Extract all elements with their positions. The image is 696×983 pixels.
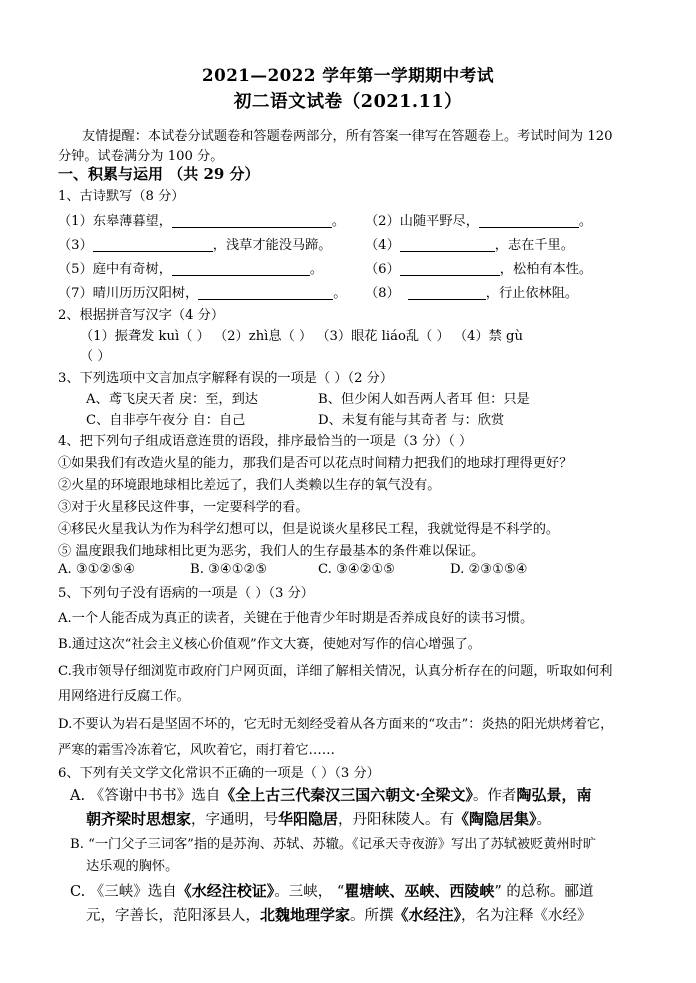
q4-option-d: D. ②③①⑤④	[450, 562, 528, 577]
q3-heading: 3、下列选项中文言加点字解释有误的一项是（ ）（2 分）	[58, 371, 394, 386]
q6-option-c-line-1	[70, 880, 593, 901]
q6-c-text: ，名为注释《水经》	[461, 908, 592, 924]
q6-option-b-line-2: 达乐观的胸怀。	[86, 859, 179, 874]
q2-line-2: （ ）	[80, 349, 111, 364]
answer-blank[interactable]	[198, 285, 333, 300]
q1-item-3-end: ，浅草才能没马蹄。	[212, 238, 332, 253]
q5-heading: 5、下列句子没有语病的一项是（ ）（3 分）	[58, 586, 314, 601]
q2-heading: 2、根据拼音写汉字（4 分）	[58, 308, 225, 323]
q4-sentence-1: ①如果我们有改造火星的能力，那我们是否可以花点时间精力把我们的地球打理得更好？	[58, 456, 573, 471]
q4-sentence-3: ③对于火星移民这件事，一定要科学的看。	[58, 500, 309, 515]
answer-blank[interactable]	[408, 285, 486, 300]
q1-item-7-end: 。	[333, 286, 347, 301]
q6-c-text: 。三峡， “	[274, 884, 345, 900]
q3-option-d: D、未复有能与其奇者 与：欣赏	[318, 413, 505, 428]
q6-a-bold: 朝齐梁时思想家	[86, 810, 192, 828]
q6-a-text: ，字通明，号	[191, 812, 279, 828]
q6-heading: 6、下列有关文学文化常识不正确的一项是（ ）（3 分）	[58, 766, 380, 781]
q1-item-8	[365, 282, 578, 301]
q5-option-c-line-1: C.我市领导仔细浏览市政府门户网页面，详细了解相关情况，认真分析存在的问题，听取如何利	[58, 664, 613, 679]
q1-item-5-text: （5）庭中有奇树，	[58, 262, 172, 277]
q5-option-a: A.一个人能否成为真正的读者，关键在于他青少年时期是否养成良好的读书习惯。	[58, 611, 534, 626]
q5-option-c-line-2: 用网络进行反腐工作。	[58, 689, 190, 704]
q1-item-6-end: ，松柏有本性。	[499, 262, 593, 277]
exam-title: 2021—2022 学年第一学期期中考试	[202, 65, 494, 85]
q2-line-1: （1）振聋发 kuì（ ） （2）zhì息（ ） （3）眼花 liáo乱（ ） （4）禁 gù	[80, 329, 523, 344]
q6-c-text: C. 《三峡》选自	[70, 884, 177, 900]
notice-line-2: 分钟。试卷满分为 100 分。	[58, 149, 224, 164]
q6-a-text: ，丹阳秣陵人。有	[338, 812, 455, 828]
q3-option-a: A、鸢飞戾天者 戾：至，到达	[86, 392, 258, 407]
q5-option-d-line-2: 严寒的霜雪冷冻着它，风吹着它，雨打着它……	[58, 743, 335, 758]
q4-option-a: A. ③①②⑤④	[58, 562, 136, 577]
q6-c-bold: 《水经注》	[393, 906, 462, 924]
q6-c-bold: 北魏地理学家	[260, 906, 351, 924]
q1-item-3-text: （3）	[58, 238, 93, 253]
q1-heading: 1、古诗默写（8 分）	[58, 189, 185, 204]
q1-item-5	[58, 258, 323, 277]
q6-option-a-line-2	[86, 808, 551, 829]
q1-item-6-text: （6）	[365, 262, 400, 277]
answer-blank[interactable]	[400, 261, 500, 276]
q6-c-bold: 《水经注校证》	[176, 882, 275, 900]
q1-item-3	[58, 234, 331, 253]
notice-line-1: 友情提醒：本试卷分试题卷和答题卷两部分，所有答案一律写在答题卷上。考试时间为 120	[82, 129, 613, 144]
q6-option-a-line-1	[70, 784, 591, 805]
q6-a-bold: 华阳隐居	[278, 810, 339, 828]
q4-sentence-4: ④移民火星我认为作为科学幻想可以，但是说谈火星移民工程，我就觉得是不科学的。	[58, 522, 560, 537]
q1-item-1	[58, 210, 345, 229]
q6-c-text: 。所撰	[350, 908, 394, 924]
q1-item-8-end: ，行止依林阻。	[485, 286, 579, 301]
q6-a-text: A. 《答谢中书书》选自	[70, 788, 221, 804]
q6-option-b-line-1: B. “一门父子三词客”指的是苏洵、苏轼、苏辙。《记承天寺夜游》写出了苏轼被贬黄州时旷	[70, 837, 597, 852]
exam-subtitle: 初二语文试卷（2021.11）	[233, 91, 463, 112]
q1-item-5-end: 。	[309, 262, 324, 277]
q3-option-b: B、但少闲人如吾两人者耳 但：只是	[318, 392, 530, 407]
q6-a-bold: 陶弘景，南	[516, 786, 592, 804]
q4-heading: 4、把下列句子组成语意连贯的语段，排序最恰当的一项是（3 分）（ ）	[58, 434, 473, 449]
q6-c-text: ” 的总称。郦道	[494, 884, 594, 900]
q6-c-bold: 瞿塘峡、巫峡、西陵峡	[344, 882, 495, 900]
q5-option-d-line-1: D.不要认为岩石是坚固不坏的，它无时无刻经受着从各方面来的“攻击”：炎热的阳光烘烤着它，	[58, 717, 614, 732]
q1-item-7	[58, 282, 346, 301]
q1-item-1-end: 。	[331, 214, 346, 229]
q5-option-b: B.通过这次“社会主义核心价值观”作文大赛，使她对写作的信心增强了。	[58, 637, 481, 652]
q6-option-c-line-2	[86, 904, 592, 925]
q6-a-text: 。	[536, 812, 552, 828]
q1-item-6	[365, 258, 592, 277]
q4-sentence-2: ②火星的环境跟地球相比差远了，我们人类赖以生存的氧气没有。	[58, 478, 441, 493]
q6-c-text: 元，字善长，范阳涿县人，	[86, 908, 260, 924]
answer-blank[interactable]	[400, 237, 495, 252]
q1-item-8-text: （8）	[365, 286, 400, 301]
q1-item-4	[365, 234, 574, 253]
q4-option-b: B. ③④①②⑤	[190, 562, 268, 577]
answer-blank[interactable]	[93, 237, 213, 252]
q1-item-4-text: （4）	[365, 238, 400, 253]
answer-blank[interactable]	[172, 261, 310, 276]
answer-blank[interactable]	[479, 213, 579, 228]
q3-option-c: C、自非亭午夜分 自：自己	[86, 413, 246, 428]
q1-item-7-text: （7）晴川历历汉阳树，	[58, 286, 199, 301]
q6-a-bold: 《全上古三代秦汉三国六朝文·全梁文》	[220, 786, 473, 804]
q1-item-2-text: （2）山随平野尽，	[365, 214, 479, 229]
q4-option-c: C. ③④②①⑤	[318, 562, 396, 577]
q4-sentence-5: ⑤ 温度跟我们地球相比更为恶劣，我们人的生存最基本的条件难以保证。	[58, 544, 485, 559]
q1-item-2-end: 。	[578, 214, 593, 229]
q1-item-4-end: ，志在千里。	[494, 238, 574, 253]
q6-a-text: 。作者	[472, 788, 517, 804]
q6-a-bold: 《陶隐居集》	[454, 810, 537, 828]
q1-item-2	[365, 210, 592, 229]
answer-blank[interactable]	[172, 213, 332, 228]
section-heading: 一、积累与运用 （共 29 分）	[58, 165, 260, 183]
q1-item-1-text: （1）东皋薄暮望，	[58, 214, 172, 229]
